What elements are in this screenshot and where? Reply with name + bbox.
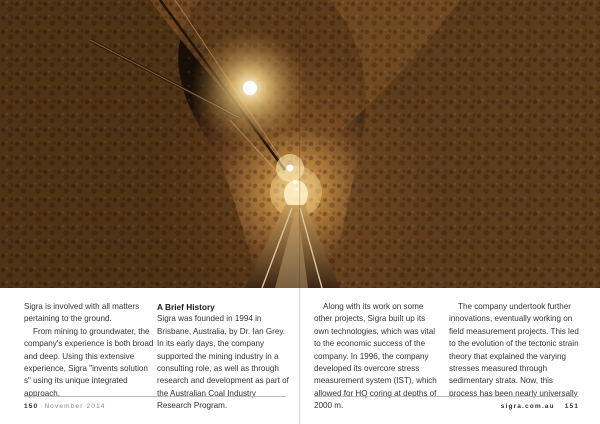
left-page-folio (24, 396, 286, 415)
paragraph: Sigra is involved with all matters pertaining to the ground. (24, 302, 140, 324)
text-column-4 (449, 301, 579, 400)
paragraph: From mining to groundwater, the company's experience is both broad and deep. Using this extensive experience, Sigra "invents solution s" using its unique integrated approach. (24, 326, 154, 398)
page-gutter-shadow (299, 0, 301, 424)
paragraph: The company undertook further innovations, eventually working on field measurement projects. This led to the evolution of the tectonic strain theory that explained the varying stresses measured through sedimentary strata. Now, this process has been nearly universally (449, 302, 579, 398)
website-url[interactable]: sigra.com.au (500, 403, 555, 410)
right-page-folio (314, 396, 579, 415)
text-column-1 (24, 301, 154, 400)
issue-date: November 2014 (44, 403, 106, 410)
paragraph: Along with its work on some other projects, Sigra built up its own technologies, which was vital to the economic success of the company. In 1996, the company developed its overcore stress measurement system (IST), which allowed for HQ coring at depths of 2000 m. (314, 302, 437, 411)
left-page-number: 150 (24, 403, 39, 410)
right-page-number: 151 (564, 403, 579, 410)
section-heading: A Brief History (157, 302, 215, 312)
paragraph: Sigra was founded in 1994 in Brisbane, Australia, by Dr. Ian Grey. In its early days, the company supported the mining industry in a consulting role, as well as through research and development as part of the Australian Coal Industry Research Program. (157, 314, 289, 411)
